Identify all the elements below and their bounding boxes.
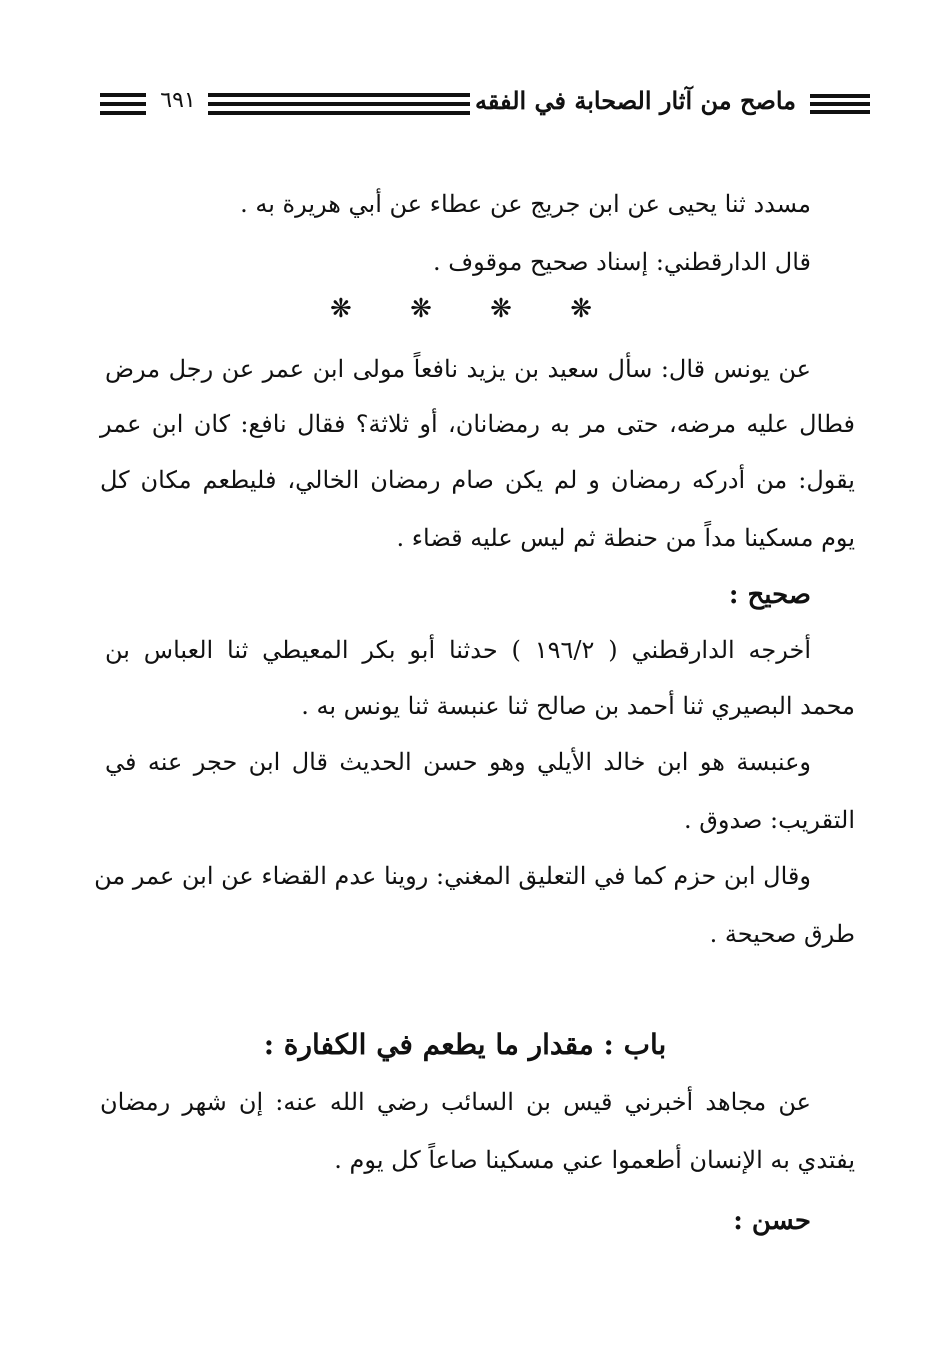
text-line: قال الدارقطني: إسناد صحيح موقوف . [433,248,811,276]
text-line: التقريب: صدوق . [683,806,855,834]
text-line: أخرجه الدارقطني ( ١٩٦/٢ ) حدثنا أبو بكر المعيطي ثنا العباس بن [105,636,811,664]
star-ornament-icon: ❋ [410,294,432,324]
chapter-heading: باب : مقدار ما يطعم في الكفارة : [263,1028,667,1061]
page-number: ٦٩١ [160,88,196,113]
section-separator [330,296,592,322]
text-line: يقول: من أدركه رمضان و لم يكن صام رمضان الخالي، فليطعم مكان كل [100,466,855,494]
star-ornament-icon: ❋ [570,294,592,324]
text-line: فطال عليه مرضه، حتى مر به رمضانان، أو ثلاثة؟ فقال نافع: كان ابن عمر [100,410,855,438]
header-rule-middle [208,93,470,115]
page-header [100,86,870,126]
text-line: وعنبسة هو ابن خالد الأيلي وهو حسن الحديث قال ابن حجر عنه في [105,748,811,776]
header-rule-left [100,93,146,115]
star-ornament-icon: ❋ [330,294,352,324]
text-line: عن مجاهد أخبرني قيس بن السائب رضي الله عنه: إن شهر رمضان [100,1088,811,1116]
running-title: ماصح من آثار الصحابة في الفقه [475,86,796,115]
grading-label: حسن : [733,1206,811,1236]
text-line: يفتدي به الإنسان أطعموا عني مسكينا صاعاً كل يوم . [334,1146,855,1174]
text-line: مسدد ثنا يحيى عن ابن جريج عن عطاء عن أبي هريرة به . [240,190,811,218]
text-line: يوم مسكينا مداً من حنطة ثم ليس عليه قضاء . [396,524,855,552]
text-line: محمد البصيري ثنا أحمد بن صالح ثنا عنبسة ثنا يونس به . [301,692,855,720]
text-line: وقال ابن حزم كما في التعليق المغني: روينا عدم القضاء عن ابن عمر من [94,862,811,890]
text-line: طرق صحيحة . [709,920,855,948]
text-line: عن يونس قال: سأل سعيد بن يزيد نافعاً مولى ابن عمر عن رجل مرض [105,355,811,383]
header-rule-right [810,94,870,114]
star-ornament-icon: ❋ [490,294,512,324]
grading-label: صحيح : [728,580,811,610]
